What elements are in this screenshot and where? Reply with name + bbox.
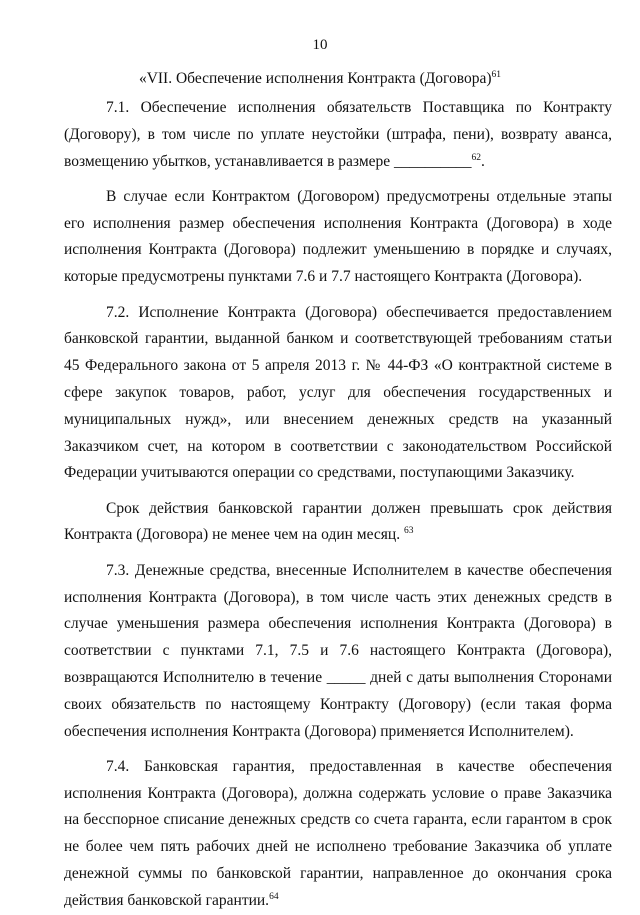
paragraph-text: Срок действия банковской гарантии должен превышать срок действия Контракта (Договора) не менее чем на один месяц. xyxy=(64,499,612,544)
paragraph-text: В случае если Контрактом (Договором) предусмотрены отдельные этапы его исполнения размер обеспечения исполнения Контракта (Договора) в ходе исполнения Контракта (Договора) подлежит уменьшению в порядке и случаях, которые предусмотрены пунктами 7.6 и 7.7 настоящего Контракта (Договора). xyxy=(64,187,612,286)
paragraph-7-4 xyxy=(64,754,612,915)
page-number: 10 xyxy=(312,37,328,53)
section-title xyxy=(0,70,640,88)
paragraph-text: 7.2. Исполнение Контракта (Договора) обеспечивается предоставлением банковской гарантии, выданной банком и соответствующей требованиям статьи 45 Федерального закона от 5 апреля 2013 г. № 44-ФЗ «О контрактной системе в сфере закупок товаров, работ, услуг для обеспечения государственных и муниципальных нужд», или внесением денежных средств на указанный Заказчиком счет, на котором в соответствии с законодательством Российской Федерации учитываются операции со средствами, поступающими Заказчику. xyxy=(64,303,612,482)
paragraph-7-1-stages xyxy=(64,184,612,291)
paragraph-7-3 xyxy=(64,558,612,746)
paragraph-text: 7.1. Обеспечение исполнения обязательств Поставщика по Контракту (Договору), в том числе по уплате неустойки (штрафа, пени), возврату аванса, возмещению убытков, устанавливается в размере __________ xyxy=(64,99,612,170)
footnote-ref-63: 63 xyxy=(403,526,414,537)
footnote-ref-62: 62 xyxy=(471,152,482,163)
footnote-ref-64: 64 xyxy=(269,891,279,902)
paragraph-text: 7.3. Денежные средства, внесенные Исполнителем в качестве обеспечения исполнения Контракта (Договора), в том числе часть этих денежных средств в случае уменьшения размера обеспечения исполнения Контракта (Договора) в соответствии с пунктами 7.1, 7.5 и 7.6 настоящего Контракта (Договора), возвращаются Исполнителю в течение _____ дней с даты выполнения Сторонами своих обязательств по настоящему Контракту (Договору) (если такая форма обеспечения исполнения Контракта (Договора) применяется Исполнителем). xyxy=(64,561,612,740)
document-body xyxy=(64,95,612,915)
section-title-text: «VII. Обеспечение исполнения Контракта (Договора) xyxy=(138,70,492,87)
paragraph-7-2 xyxy=(64,300,612,488)
footnote-ref-61: 61 xyxy=(491,70,502,80)
paragraph-text: 7.4. Банковская гарантия, предоставленная в качестве обеспечения исполнения Контракта (Договора), должна содержать условие о праве Заказчика на бесспорное списание денежных средств со счета гаранта, если гарантом в срок не более чем пять рабочих дней не исполнено требование Заказчика об уплате денежной суммы по банковской гарантии, направленное до окончания срока действия банковской гарантии. xyxy=(64,757,612,909)
paragraph-7-2-guarantee-term xyxy=(64,496,612,550)
paragraph-7-1 xyxy=(64,95,612,175)
paragraph-tail: . xyxy=(481,152,485,170)
